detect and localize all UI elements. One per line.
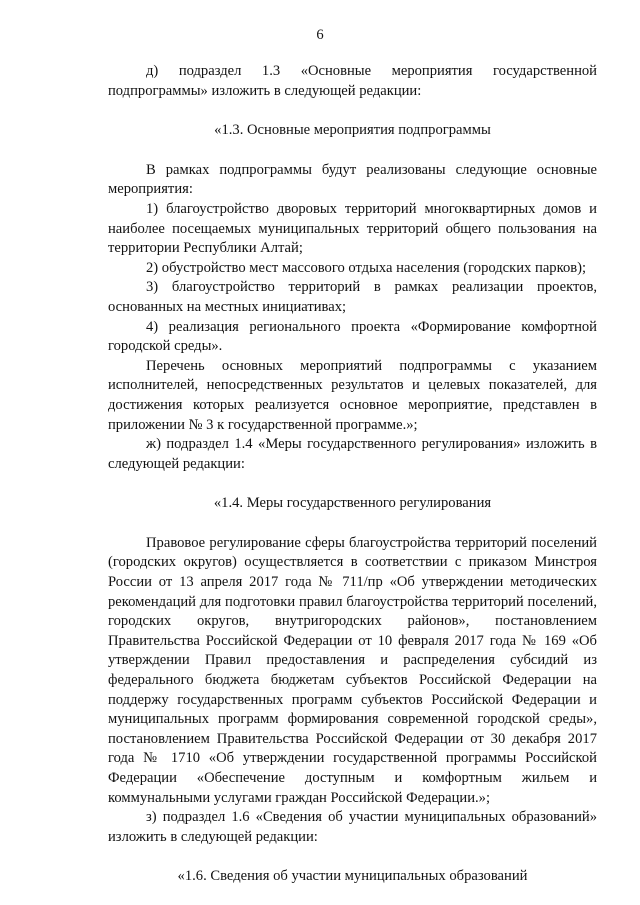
heading-1-6: «1.6. Сведения об участии муниципальных образований bbox=[177, 868, 528, 885]
list-item-4: 4) реализация регионального проекта «Формирование комфортной городской среды». bbox=[108, 318, 597, 355]
heading-1-3: «1.3. Основные мероприятия подпрограммы bbox=[214, 122, 491, 139]
paragraph-main-measures: В рамках подпрограммы будут реализованы следующие основные мероприятия: bbox=[108, 161, 597, 198]
page-number: 6 bbox=[316, 27, 324, 43]
heading-1-4: «1.4. Меры государственного регулирования bbox=[213, 495, 492, 512]
document-body bbox=[108, 62, 597, 887]
paragraph-subsection-1-6-intro: з) подраздел 1.6 «Сведения об участии муниципальных образований» изложить в следующей редакции: bbox=[108, 809, 597, 845]
paragraph-legal-regulation: Правовое регулирование сферы благоустройства территорий поселений (городских округов) осуществляется в соответствии с приказом Минстроя России от 13 апреля 2017 года № 711/пр «Об утверждении методических рекомендаций для подготовки правил благоустройства территорий поселений, городских округов, внутригородских районов», постановлением Правительства Российской Федерации от 10 февраля 2017 года № 169 «Об утверждении Правил предоставления и распределения субсидий из федерального бюджета бюджетам субъектов Российской Федерации на поддержу государственных программ субъектов Российской Федерации и муниципальных программ формирования современной городской среды», постановлением Правительства Российской Федерации от 30 декабря 2017 года № 1710 «Об утверждении государственной программы Российской Федерации «Обеспечение доступным и комфортным жильем и коммунальными услугами граждан Российской Федерации.»; bbox=[108, 534, 597, 806]
list-item-3: 3) благоустройство территорий в рамках реализации проектов, основанных на местных инициативах; bbox=[108, 279, 597, 315]
paragraph-subsection-1-4-intro: ж) подраздел 1.4 «Меры государственного регулирования» изложить в следующей редакции: bbox=[108, 436, 597, 472]
list-item-1: 1) благоустройство дворовых территорий многоквартирных домов и наиболее посещаемых муниципальных территорий общего пользования на территории Республики Алтай; bbox=[108, 200, 597, 257]
paragraph-measures-list: Перечень основных мероприятий подпрограммы с указанием исполнителей, непосредственных результатов и целевых показателей, для достижения которых реализуется основное мероприятие, представлен в приложении № 3 к государственной программе.»; bbox=[108, 357, 597, 433]
paragraph-subsection-1-3-intro: д) подраздел 1.3 «Основные мероприятия государственной подпрограммы» изложить в следующей редакции: bbox=[108, 63, 597, 99]
list-item-2: 2) обустройство мест массового отдыха населения (городских парков); bbox=[146, 259, 587, 276]
